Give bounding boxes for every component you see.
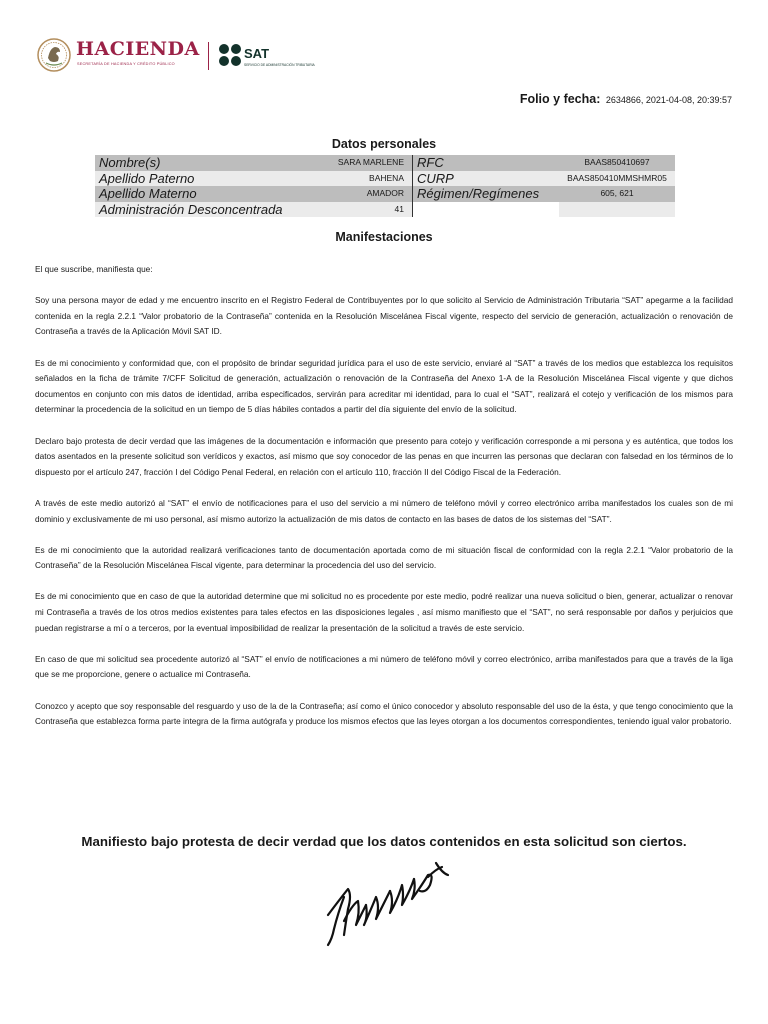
paragraph: Es de mi conocimiento que la autoridad realizará verificaciones tanto de documentación aportada como de mi situación fiscal de conformidad con la regla 2.2.1 “Valor probatorio de la Contraseña” de la Resolución Miscelánea Fiscal vigente, para determinar la procedencia del uso del servicio.: [35, 544, 733, 571]
rfc-label: RFC: [413, 155, 560, 171]
empty-cell: [413, 202, 560, 218]
manifestaciones-title: Manifestaciones: [335, 230, 433, 244]
protesta-statement: Manifiesto bajo protesta de decir verdad que los datos contenidos en esta solicitud son ciertos.: [81, 834, 687, 849]
rfc-value: BAAS850410697: [559, 155, 675, 171]
apellido-paterno-value: BAHENA: [312, 171, 413, 187]
sat-logo-icon: [218, 43, 242, 67]
table-row: [95, 171, 675, 187]
mexico-coat-of-arms-icon: [36, 36, 72, 74]
empty-cell: [559, 202, 675, 218]
handwritten-signature: [318, 855, 458, 950]
logo-divider: [208, 42, 209, 70]
datos-personales-table: [95, 155, 675, 217]
apellido-materno-value: AMADOR: [312, 186, 413, 202]
hacienda-wordmark: HACIENDA: [76, 38, 200, 60]
apellido-paterno-label: Apellido Paterno: [95, 171, 312, 187]
sat-subtitle: SERVICIO DE ADMINISTRACIÓN TRIBUTARIA: [244, 63, 315, 67]
table-row: [95, 202, 675, 218]
hacienda-subtitle: SECRETARÍA DE HACIENDA Y CRÉDITO PÚBLICO: [77, 62, 175, 66]
administracion-label: Administración Desconcentrada: [95, 202, 312, 218]
paragraph: Es de mi conocimiento y conformidad que, con el propósito de brindar seguridad jurídica para el uso de este servicio, enviaré al “SAT” a través de los medios que establezca los requisitos señalados en la ficha de trámite 7/CFF Solicitud de generación, actualización o renovación de la Contraseña del Anexo 1-A de la Resolución Miscelánea Fiscal vigente y que dichos documentos en conjunto con mis datos de identidad, arriba especificados, servirán para acreditar mi identidad, para lo cual el “SAT”, realizará el cotejo y verificación de los mismos para determinar la procedencia de la solicitud en un tiempo de 5 días hábiles contados a partir del día siguiente del envío de la solicitud.: [35, 357, 733, 415]
datos-personales-title: Datos personales: [331, 137, 437, 151]
nombre-label: Nombre(s): [95, 155, 312, 171]
curp-value: BAAS850410MMSHMR05: [559, 171, 675, 187]
sat-wordmark: SAT: [244, 46, 270, 61]
document-header: [36, 36, 336, 76]
administracion-value: 41: [312, 202, 413, 218]
regimen-value: 605, 621: [559, 186, 675, 202]
folio-label: Folio y fecha:: [519, 92, 601, 106]
paragraph: A través de este medio autorizó al “SAT” el envío de notificaciones para el uso del servicio a mi número de teléfono móvil y correo electrónico arriba manifestados los cuales son de mi dominio y exclusivamente de mi uso personal, así mismo autorizo la actualización de mis datos de contacto en las bases de datos de los sistemas del “SAT”.: [35, 497, 733, 524]
manifestaciones-body: [35, 262, 733, 745]
paragraph: Es de mi conocimiento que en caso de que la autoridad determine que mi solicitud no es procedente por este medio, podré realizar una nueva solicitud o bien, generar, actualizar o renovar mi Contraseña a través de los otros medios existentes para tales efectos en las disposiciones legales , así mismo manifiesto que el “SAT”, no será responsable por daños y perjuicios que puedan registrarse a mí o a terceros, por la eventual imposibilidad de realizar la presentación de la solicitud a través de este servicio.: [35, 591, 733, 633]
paragraph: En caso de que mi solicitud sea procedente autorizó al “SAT” el envío de notificaciones a mi número de teléfono móvil y correo electrónico, arriba manifestados para que a través de la liga que se me proporcione, genere o actualice mi Contraseña.: [35, 653, 733, 680]
table-row: [95, 186, 675, 202]
folio-value: 2634866, 2021-04-08, 20:39:57: [605, 95, 732, 105]
paragraph: Soy una persona mayor de edad y me encuentro inscrito en el Registro Federal de Contribuyentes por lo que solicito al Servicio de Administración Tributaria “SAT” apegarme a la facilidad contenida en la regla 2.2.1 “Valor probatorio de la Contraseña” contenida en la Resolución Miscelánea Fiscal vigente, respecto del servicio de generación, actualización o renovación de Contraseña a través de la Aplicación Móvil SAT ID.: [35, 295, 733, 337]
paragraph: El que suscribe, manifiesta que:: [35, 264, 153, 274]
regimen-label: Régimen/Regímenes: [413, 186, 560, 202]
apellido-materno-label: Apellido Materno: [95, 186, 312, 202]
table-row: [95, 155, 675, 171]
curp-label: CURP: [413, 171, 560, 187]
paragraph: Conozco y acepto que soy responsable del resguardo y uso de la de la Contraseña; así como el único conocedor y absoluto responsable del uso de la ésta, y que tengo conocimiento que la Contraseña que establezca forma parte integra de la firma autógrafa y produce los mismos efectos que las leyes otorgan a los documentos correspondientes, teniendo igual valor probatorio.: [35, 700, 733, 727]
nombre-value: SARA MARLENE: [312, 155, 413, 171]
paragraph: Declaro bajo protesta de decir verdad que las imágenes de la documentación e información que presento para cotejo y verificación corresponde a mi persona y es auténtica, que todos los datos asentados en la presente solicitud son verídicos y exactos, así mismo que soy conocedor de las penas en que incurren las personas que declaran con falsedad en los términos de lo dispuesto por el artículo 247, fracción I del Código Penal Federal, en relación con el artículo 110, fracción II del Código Fiscal de la Federación.: [35, 435, 733, 477]
folio-fecha: [520, 92, 732, 106]
